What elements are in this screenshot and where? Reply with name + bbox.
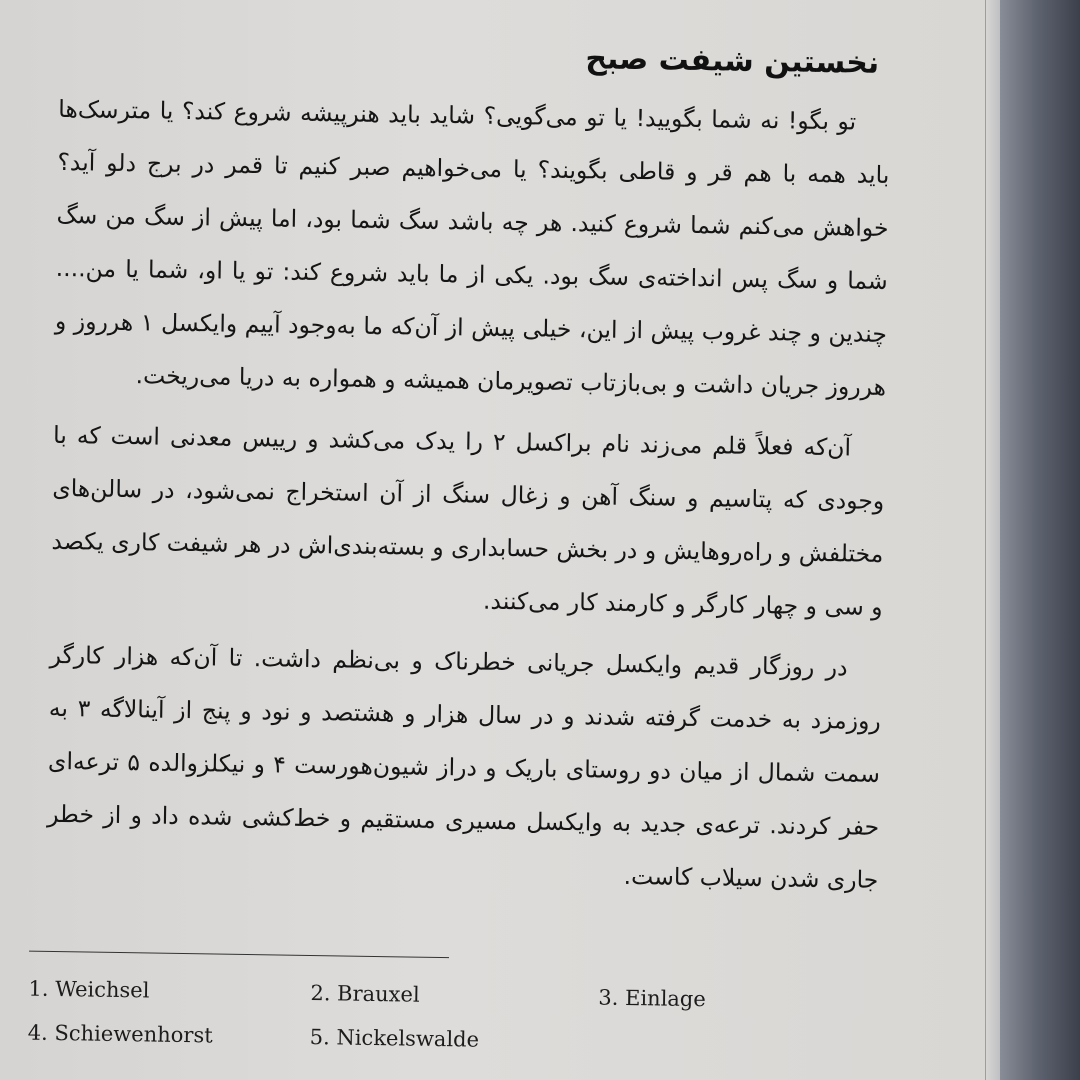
paragraph-1: تو بگو! نه شما بگویید! یا تو می‌گویی؟ شاید باید هنرپیشه شروع کند؟ یا مترسک‌ها باید همه با هم قر و قاطی بگویند؟ یا می‌خواهیم صبر کنیم تا قمر در برج دلو آید؟ خواهش می‌کنم شما شروع کنید. هر چه باشد سگ شما بود، اما پیش از سگ من سگ شما و سگ پس انداخته‌ی سگ بود. یکی از ما باید شروع کند: تو یا او، شما یا من.... چندین و چند غروب پیش از این، خیلی پیش از آن‌که ما به‌وجود آییم وایکسل ۱ هرروز و هرروز جریان داشت و بی‌بازتاب تصویرمان همیشه و همواره به دریا می‌ریخت. xyxy=(54,94,890,401)
footnote-1: 1. Weichsel xyxy=(28,976,150,1003)
page-edge xyxy=(986,0,1000,1080)
footnote-2: 2. Brauxel xyxy=(310,981,420,1007)
body-text xyxy=(46,83,891,915)
footnote-4: 4. Schiewenhorst xyxy=(27,1020,213,1048)
chapter-title: نخستین شیفت صبح xyxy=(585,41,880,81)
footnote-divider xyxy=(29,951,449,959)
footnote-3: 3. Einlage xyxy=(598,985,706,1012)
footnote-5: 5. Nickelswalde xyxy=(309,1024,480,1052)
paragraph-3: در روزگار قدیم وایکسل جریانی خطرناک و بی‌نظم داشت. تا آن‌که هزار کارگر روزمزد به خدمت گرفته شدند و در سال هزار و هشتصد و نود و پنج از آینالاگه ۳ به سمت شمال از میان دو روستای باریک و دراز شیون‌هورست ۴ و نیکلزوالده ۵ ترعه‌ای حفر کردند. ترعه‌ی جدید به وایکسل مسیری مستقیم و خط‌کشی شده داد و از خطر جاری شدن سیلاب کاست. xyxy=(47,640,882,894)
paragraph-2: آن‌که فعلاً قلم می‌زند نام براکسل ۲ را یدک می‌کشد و رییس معدنی است که با وجودی که پتاسیم و سنگ آهن و زغال سنگ از آن استخراج نمی‌شود، در سالن‌های مختلفش و راه‌روهایش و در بخش حسابداری و بسته‌بندی‌اش در هر شیفت کاری یکصد و سی و چهار کارگر و کارمند کار می‌کنند. xyxy=(51,420,885,621)
